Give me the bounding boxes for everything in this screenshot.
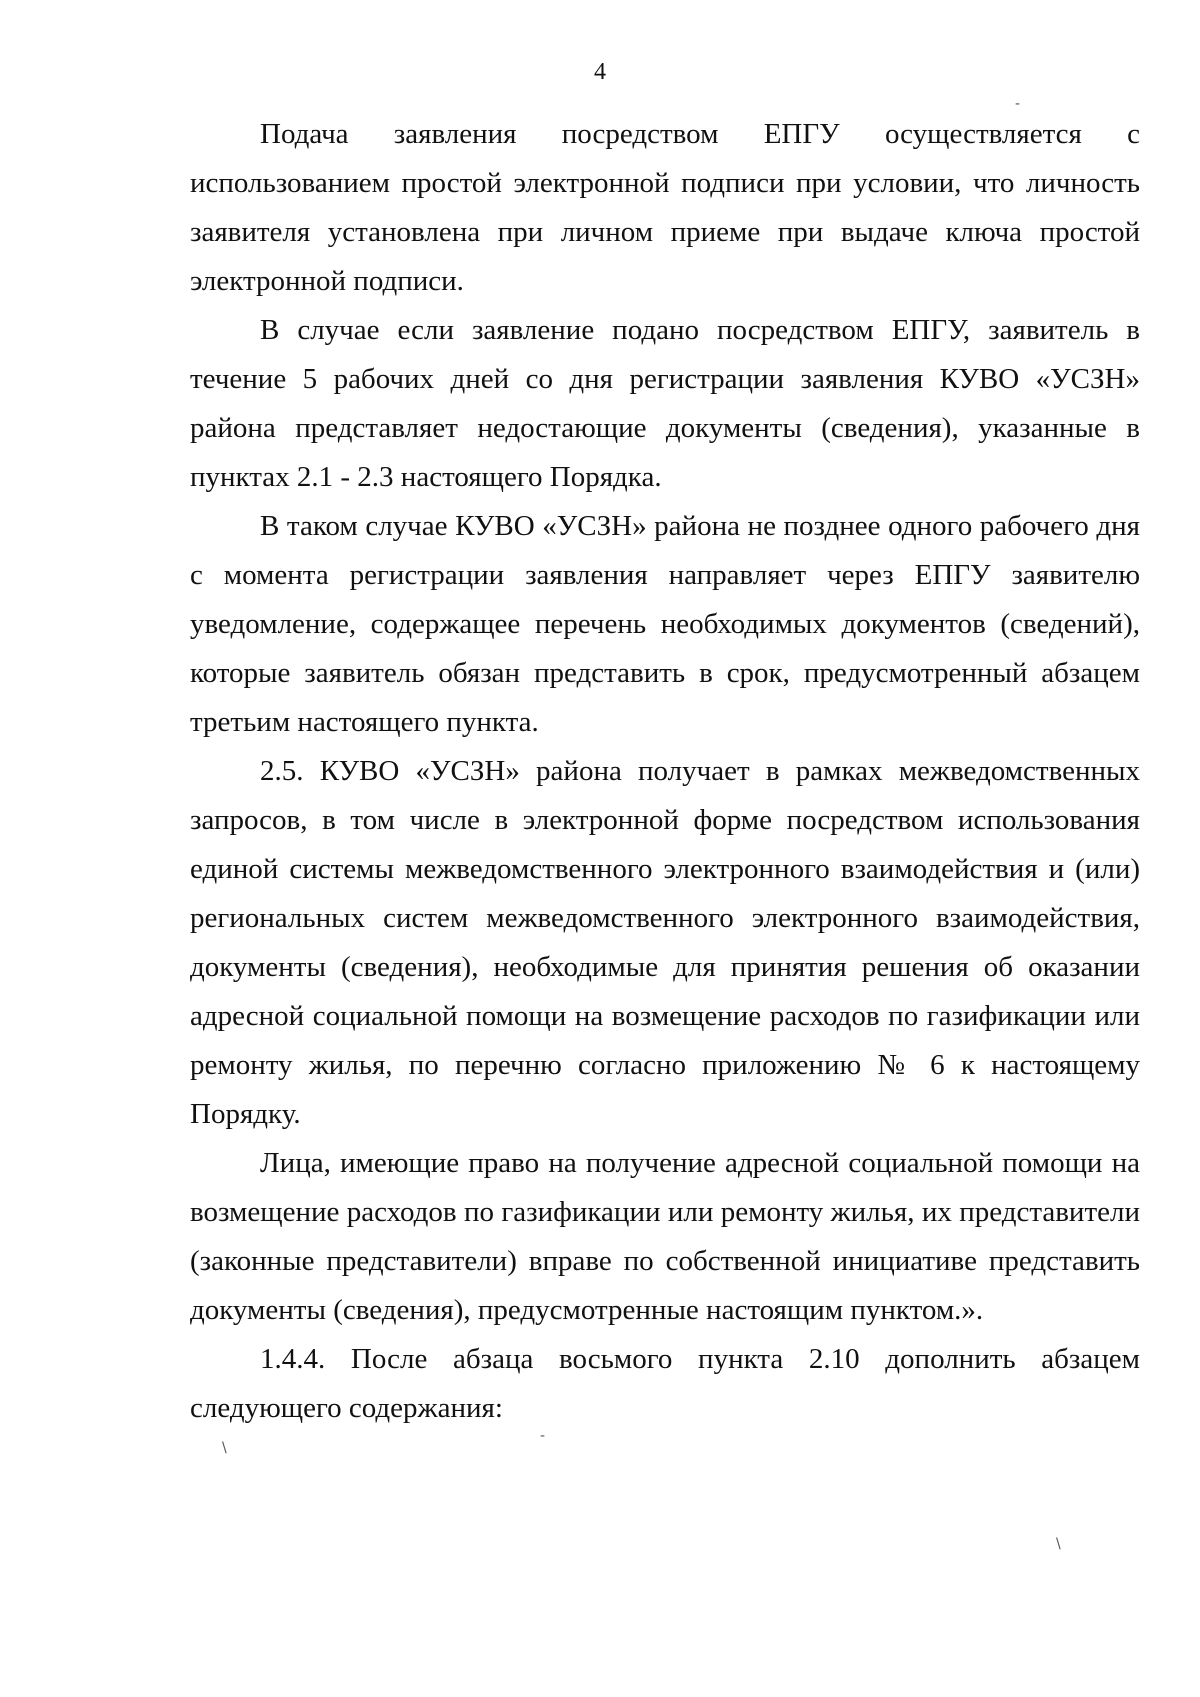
scan-speck: - (540, 1428, 546, 1444)
page-number: 4 (594, 59, 606, 85)
paragraph-1: Подача заявления посредством ЕПГУ осуществляется с использованием простой электронной подписи при условии, что личность заявителя установлена при личном приеме при выдаче ключа простой электронной подписи. (190, 118, 1140, 297)
paragraph-6: 1.4.4. После абзаца восьмого пункта 2.10 дополнить абзацем следующего содержания: (190, 1343, 1140, 1424)
scan-speck: \ (222, 1440, 227, 1456)
paragraph-5: Лица, имеющие право на получение адресной социальной помощи на возмещение расходов по газификации или ремонту жилья, их представители (законные представители) вправе по собственной инициативе представить документы (сведения), предусмотренные настоящим пунктом.». (190, 1147, 1140, 1326)
paragraph-4: 2.5. КУВО «УСЗН» района получает в рамках межведомственных запросов, в том числе в электронной форме посредством использования единой системы межведомственного электронного взаимодействия и (или) региональных систем межведомственного электронного взаимодействия, документы (сведения), необходимые для принятия решения об оказании адресной социальной помощи на возмещение расходов по газификации или ремонту жилья, по перечню согласно приложению № 6 к настоящему Порядку. (190, 755, 1140, 1130)
scan-speck: - (1015, 96, 1021, 112)
paragraph-2: В случае если заявление подано посредством ЕПГУ, заявитель в течение 5 рабочих дней со дня регистрации заявления КУВО «УСЗН» района представляет недостающие документы (сведения), указанные в пунктах 2.1 - 2.3 настоящего Порядка. (190, 314, 1140, 493)
scan-speck: \ (1056, 1536, 1061, 1552)
paragraph-3: В таком случае КУВО «УСЗН» района не позднее одного рабочего дня с момента регистрации заявления направляет через ЕПГУ заявителю уведомление, содержащее перечень необходимых документов (сведений), которые заявитель обязан представить в срок, предусмотренный абзацем третьим настоящего пункта. (190, 510, 1140, 738)
document-body (190, 110, 1140, 1433)
